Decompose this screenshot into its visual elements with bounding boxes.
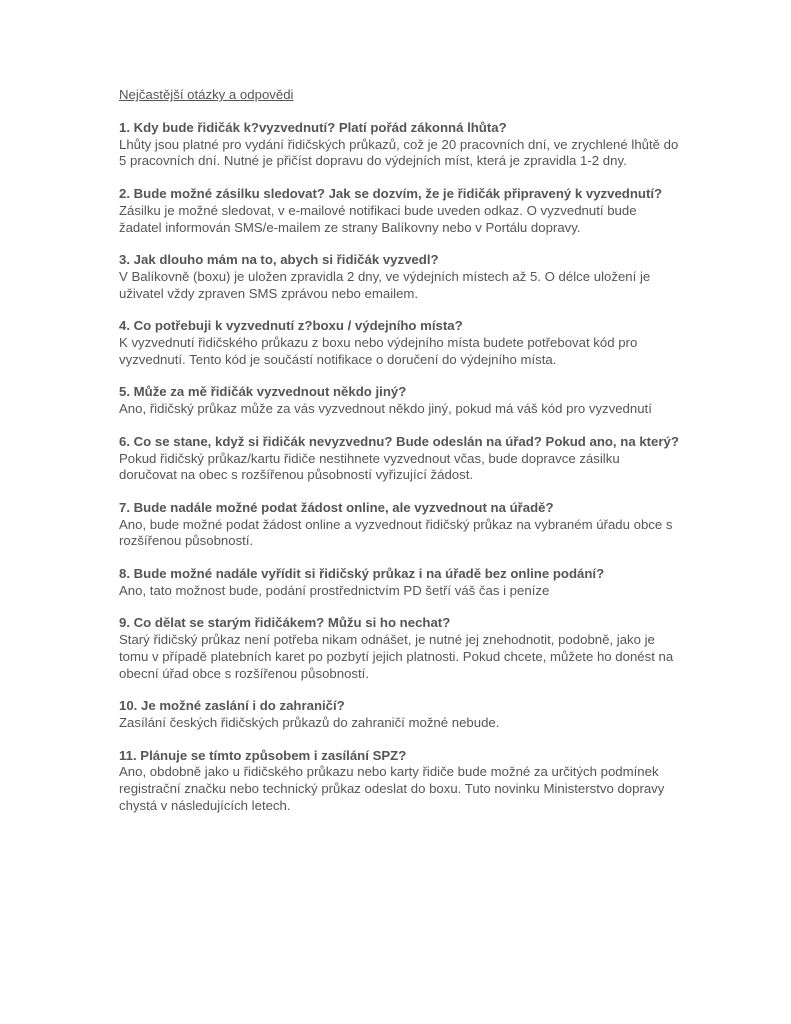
faq-answer: Lhůty jsou platné pro vydání řidičských průkazů, což je 20 pracovních dní, ve zrychlené lhůtě do 5 pracovních dní. Nutné je přičíst dopravu do výdejních míst, která je zpravidla 1-2 dny. bbox=[119, 136, 679, 169]
document-heading: Nejčastější otázky a odpovědi bbox=[119, 87, 294, 102]
faq-item bbox=[119, 698, 679, 731]
faq-item bbox=[119, 500, 679, 550]
faq-item bbox=[119, 252, 679, 302]
faq-item bbox=[119, 615, 679, 682]
faq-question: 1. Kdy bude řidičák k?vyzvednutí? Platí pořád zákonná lhůta? bbox=[119, 120, 507, 135]
faq-question: 3. Jak dlouho mám na to, abych si řidičák vyzvedl? bbox=[119, 252, 439, 268]
faq-question: 5. Může za mě řidičák vyzvednout někdo jiný? bbox=[119, 384, 407, 400]
faq-question: 10. Je možné zaslání i do zahraničí? bbox=[119, 698, 345, 714]
faq-question: 4. Co potřebuji k vyzvednutí z?boxu / výdejního místa? bbox=[119, 318, 463, 334]
faq-question: 2. Bude možné zásilku sledovat? Jak se dozvím, že je řidičák připravený k vyzvednutí? bbox=[119, 186, 663, 202]
faq-answer: Starý řidičský průkaz není potřeba nikam odnášet, je nutné jej znehodnotit, podobně, jako je tomu v případě platebních karet po pozbytí jejich platnosti. Pokud chcete, můžete ho donést na obecní úřad obce s rozšířenou působností. bbox=[119, 632, 674, 681]
faq-answer: K vyzvednutí řidičského průkazu z boxu nebo výdejního místa budete potřebovat kód pro vyzvednutí. Tento kód je součástí notifikace o doručení do výdejního místa. bbox=[119, 335, 638, 367]
faq-answer: Ano, bude možné podat žádost online a vyzvednout řidičský průkaz na vybraném úřadu obce s rozšířenou působností. bbox=[119, 516, 673, 549]
faq-question: 8. Bude možné nadále vyřídit si řidičský průkaz i na úřadě bez online podání? bbox=[119, 566, 605, 582]
faq-item bbox=[119, 120, 679, 170]
faq-question: 11. Plánuje se tímto způsobem i zasílání SPZ? bbox=[119, 747, 407, 763]
faq-item bbox=[119, 186, 679, 236]
faq-answer: Zásilku je možné sledovat, v e-mailové notifikaci bude uveden odkaz. O vyzvednutí bude žadatel informován SMS/e-mailem ze strany Balíkovny nebo v Portálu dopravy. bbox=[119, 202, 637, 235]
faq-item bbox=[119, 748, 679, 815]
faq-answer: Zasílání českých řidičských průkazů do zahraničí možné nebude. bbox=[119, 714, 500, 730]
faq-document bbox=[119, 86, 679, 831]
faq-item bbox=[119, 384, 679, 417]
faq-question: 6. Co se stane, když si řidičák nevyzvednu? Bude odeslán na úřad? Pokud ano, na který? bbox=[119, 433, 679, 449]
faq-question: 7. Bude nadále možné podat žádost online, ale vyzvednout na úřadě? bbox=[119, 499, 554, 515]
faq-item bbox=[119, 434, 679, 484]
faq-item bbox=[119, 566, 679, 599]
faq-answer: Ano, obdobně jako u řidičského průkazu nebo karty řidiče bude možné za určitých podmínek registrační značku nebo technický průkaz odeslat do boxu. Tuto novinku Ministerstvo dopravy chystá v následujících letech. bbox=[119, 764, 665, 813]
faq-answer: Pokud řidičský průkaz/kartu řidiče nestihnete vyzvednout včas, bude dopravce zásilku doručovat na obec s rozšířenou působností vyřizující žádost. bbox=[119, 450, 620, 483]
faq-answer: V Balíkovně (boxu) je uložen zpravidla 2 dny, ve výdejních místech až 5. O délce uložení je uživatel vždy zpraven SMS zprávou nebo emailem. bbox=[119, 268, 651, 301]
faq-answer: Ano, řidičský průkaz může za vás vyzvednout někdo jiný, pokud má váš kód pro vyzvednutí bbox=[119, 401, 652, 417]
faq-answer: Ano, tato možnost bude, podání prostřednictvím PD šetří váš čas i peníze bbox=[119, 582, 550, 598]
faq-question: 9. Co dělat se starým řidičákem? Můžu si ho nechat? bbox=[119, 615, 451, 631]
faq-item bbox=[119, 318, 679, 368]
